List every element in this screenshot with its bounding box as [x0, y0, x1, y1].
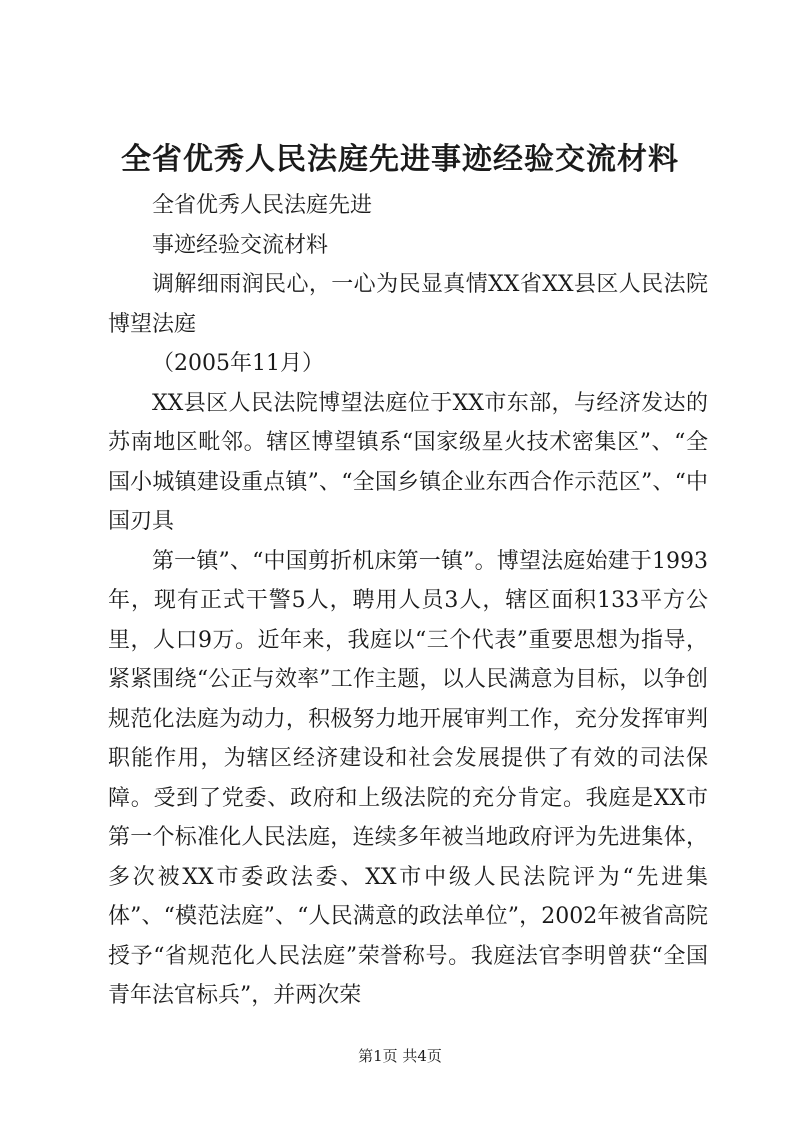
heading-paragraph: 调解细雨润民心，一心为民显真情XX省XX县区人民法院博望法庭 [108, 272, 708, 337]
subtitle-line-1: 全省优秀人民法庭先进 [152, 193, 373, 218]
body-paragraph-2: 第一镇”、“中国剪折机床第一镇”。博望法庭始建于1993年，现有正式干警5人，聘用人员3人，辖区面积133平方公里，人口9万。近年来，我庭以“三个代表”重要思想为指导，紧紧围绕“公正与效率”工作主题，以人民满意为目标，以争创规范化法庭为动力，积极努力地开展审判工作，充分发挥审判职能作用，为辖区经济建设和社会发展提供了有效的司法保障。受到了党委、政府和上级法院的充分肯定。我庭是XX市第一个标准化人民法庭，连续多年被当地政府评为先进集体，多次被XX市委政法委、XX市中级人民法院评为“先进集体”、“模范法庭”、“人民满意的政法单位”，2002年被省高院授予“省规范化人民法庭”荣誉称号。我庭法官李明曾获“全国青年法官标兵”，并两次荣 [108, 548, 708, 1008]
page-footer [0, 1045, 800, 1067]
page-number: 第1页 共4页 [358, 1047, 442, 1065]
date-paragraph: （2005年11月） [152, 351, 324, 376]
document-body [108, 186, 708, 1016]
subtitle-line-2: 事迹经验交流材料 [152, 232, 329, 258]
document-title: 全省优秀人民法庭先进事迹经验交流材料 [121, 142, 679, 177]
body-paragraph-1: XX县区人民法院博望法庭位于XX市东部，与经济发达的苏南地区毗邻。辖区博望镇系“国家级星火技术密集区”、“全国小城镇建设重点镇”、“全国乡镇企业东西合作示范区”、“中国刃具 [108, 390, 708, 534]
